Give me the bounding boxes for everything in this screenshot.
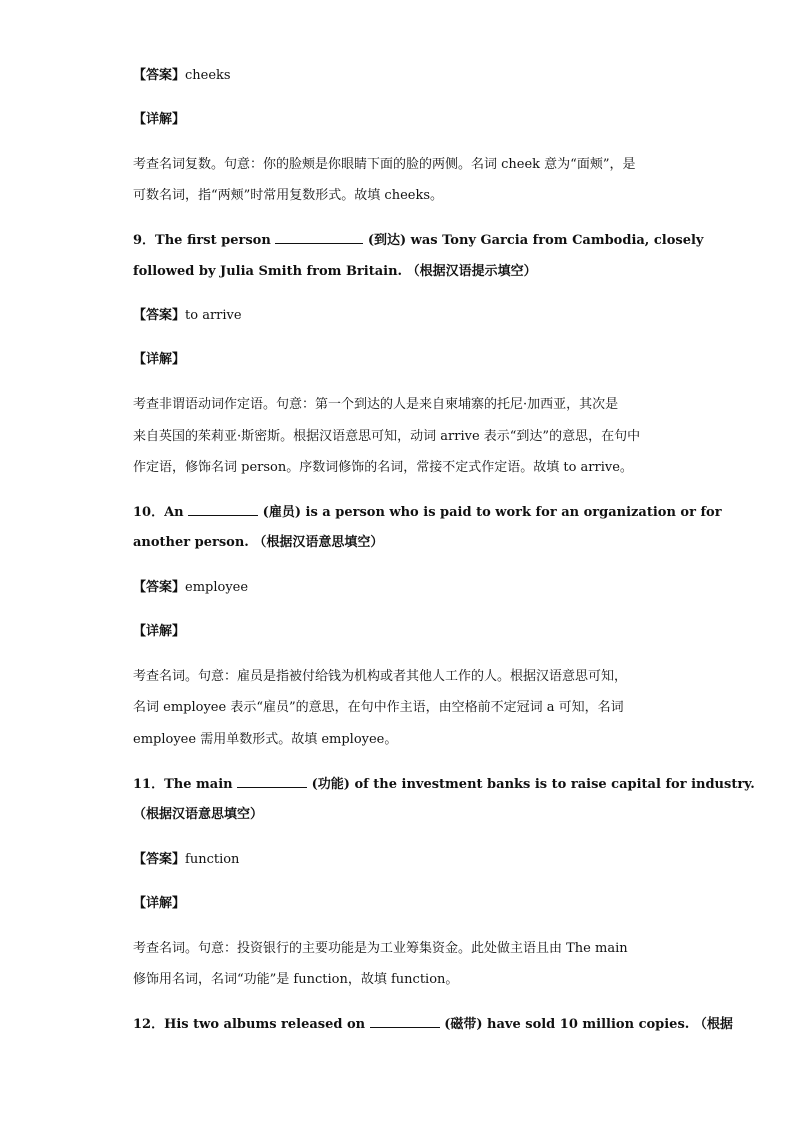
answer-text: employee bbox=[185, 580, 249, 595]
explain-label: 【详解】 bbox=[133, 112, 186, 127]
explain-11-line-1: 考查名词。句意：投资银行的主要功能是为工业筹集资金。此处做主语且由 The main bbox=[133, 941, 628, 956]
blank-9 bbox=[275, 230, 363, 244]
explain-10-line-2: 名词 employee 表示“雇员”的意思，在句中作主语，由空格前不定冠词 a 可知，名词 bbox=[133, 700, 624, 715]
explain-label: 【详解】 bbox=[133, 896, 186, 911]
question-11-text-b: (功能) of the investment banks is to raise capital for industry. bbox=[307, 777, 755, 792]
question-11-text-a: 11．The main bbox=[133, 777, 238, 792]
question-12-text-b: (磁带) have sold 10 million copies. （根据 bbox=[439, 1017, 733, 1032]
blank-12 bbox=[370, 1014, 440, 1028]
answer-text: to arrive bbox=[185, 308, 242, 323]
question-12-line-1 bbox=[133, 1014, 733, 1035]
question-9-line-1 bbox=[133, 230, 703, 251]
explain-heading-8 bbox=[133, 110, 185, 130]
explain-heading-9 bbox=[133, 350, 185, 370]
answer-label: 【答案】 bbox=[133, 580, 186, 595]
question-12-text-a: 12．His two albums released on bbox=[133, 1017, 370, 1032]
answer-row-8 bbox=[133, 66, 231, 86]
answer-label: 【答案】 bbox=[133, 308, 186, 323]
explain-9-line-2: 来自英国的茱莉亚·斯密斯。根据汉语意思可知，动词 arrive 表示“到达”的意思，在句中 bbox=[133, 429, 641, 444]
explain-label: 【详解】 bbox=[133, 624, 186, 639]
answer-row-11 bbox=[133, 850, 239, 870]
answer-row-10 bbox=[133, 578, 248, 598]
question-9-text-a: 9．The first person bbox=[133, 233, 276, 248]
explain-9-line-3: 作定语，修饰名词 person。序数词修饰的名词，常接不定式作定语。故填 to arrive。 bbox=[133, 460, 633, 475]
explain-heading-10 bbox=[133, 622, 185, 642]
question-10-line-2: another person. （根据汉语意思填空） bbox=[133, 535, 384, 550]
explain-9-line-1: 考查非谓语动词作定语。句意：第一个到达的人是来自柬埔寨的托尼·加西亚，其次是 bbox=[133, 397, 619, 412]
question-10-text-a: 10．An bbox=[133, 505, 189, 520]
blank-11 bbox=[237, 774, 307, 788]
explain-label: 【详解】 bbox=[133, 352, 186, 367]
answer-label: 【答案】 bbox=[133, 68, 186, 83]
question-11-line-2: （根据汉语意思填空） bbox=[133, 807, 264, 822]
answer-label: 【答案】 bbox=[133, 852, 186, 867]
answer-text: cheeks bbox=[185, 68, 231, 83]
explain-10-line-1: 考查名词。句意：雇员是指被付给钱为机构或者其他人工作的人。根据汉语意思可知， bbox=[133, 669, 628, 684]
explain-10-line-3: employee 需用单数形式。故填 employee。 bbox=[133, 732, 398, 747]
question-9-line-2: followed by Julia Smith from Britain. （根据汉语提示填空） bbox=[133, 264, 537, 279]
blank-10 bbox=[188, 502, 258, 516]
question-9-text-b: (到达) was Tony Garcia from Cambodia, closely bbox=[363, 233, 704, 248]
question-10-text-b: (雇员) is a person who is paid to work for an organization or for bbox=[258, 505, 722, 520]
explain-11-line-2: 修饰用名词，名词“功能”是 function，故填 function。 bbox=[133, 972, 459, 987]
answer-text: function bbox=[185, 852, 240, 867]
question-10-line-1 bbox=[133, 502, 722, 523]
explain-8-line-2: 可数名词，指“两颊”时常用复数形式。故填 cheeks。 bbox=[133, 188, 444, 203]
question-11-line-1 bbox=[133, 774, 755, 795]
explain-8-line-1: 考查名词复数。句意：你的脸颊是你眼睛下面的脸的两侧。名词 cheek 意为“面颊”，是 bbox=[133, 157, 636, 172]
explain-heading-11 bbox=[133, 894, 185, 914]
answer-row-9 bbox=[133, 306, 242, 326]
